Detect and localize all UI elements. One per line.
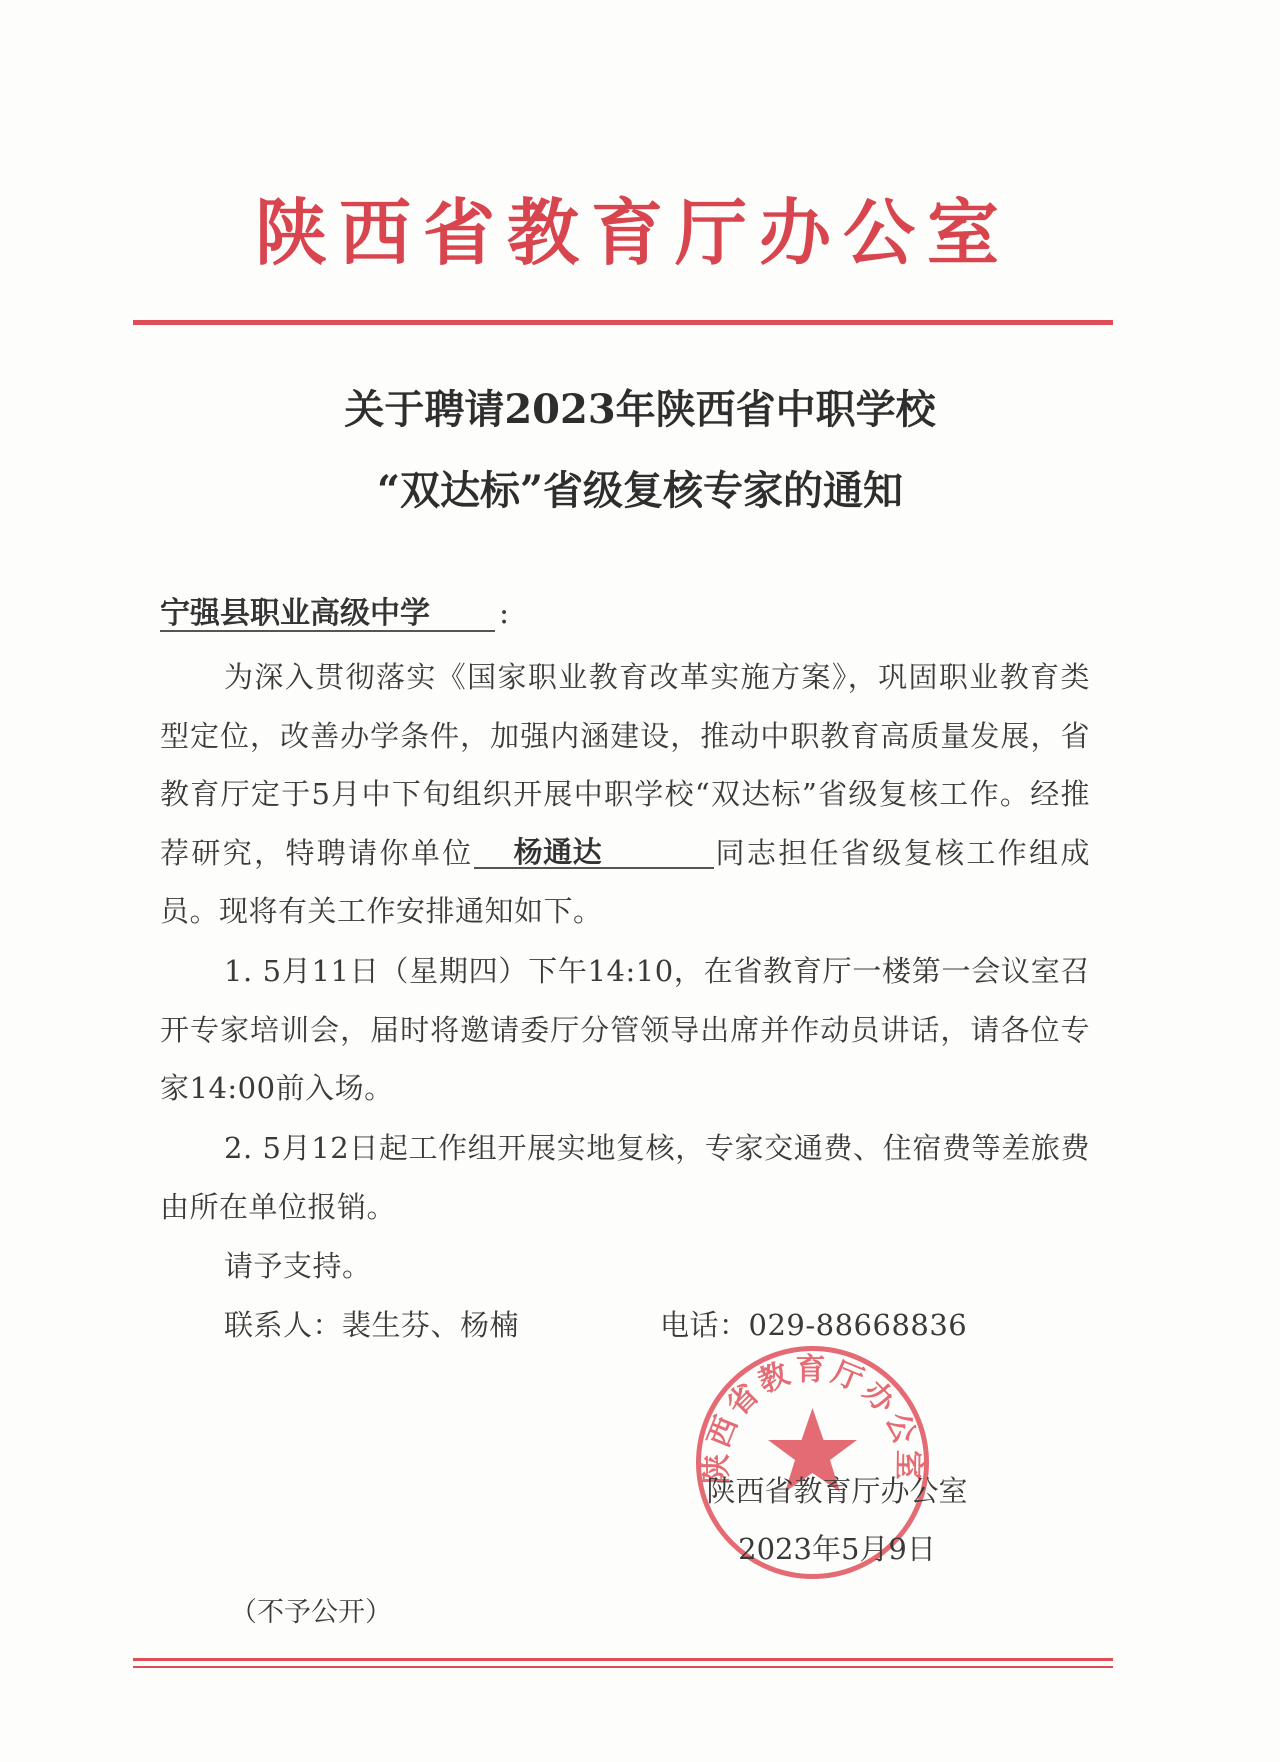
- expert-name: 杨通达: [513, 834, 603, 869]
- arrangement-item-1: 1. 5月11日（星期四）下午14:10，在省教育厅一楼第一会议室召开专家培训会，届时将邀请委厅分管领导出席并作动员讲话，请各位专家14:00前入场。: [160, 954, 1090, 1105]
- disclosure-note: （不予公开）: [230, 1597, 392, 1628]
- recipient-name: 宁强县职业高级中学: [160, 596, 430, 631]
- contact-person: 联系人：裴生芬、杨楠: [224, 1308, 520, 1342]
- contact-phone: 电话：029-88668836: [660, 1308, 968, 1342]
- seal-text: 陕西省教育厅办公室: [699, 1352, 926, 1485]
- closing-remark: 请予支持。: [224, 1249, 372, 1283]
- header-red-rule: [133, 320, 1113, 325]
- expert-name-blank: [474, 827, 714, 869]
- document-title-line-1: 关于聘请2023年陕西省中职学校: [344, 386, 936, 433]
- footer-red-rule-top: [133, 1658, 1113, 1661]
- signature-issuer: 陕西省教育厅办公室: [706, 1474, 968, 1508]
- contact-row: [224, 1296, 1084, 1354]
- document-title-line-2: “双达标”省级复核专家的通知: [376, 467, 903, 514]
- recipient-line: [160, 582, 520, 632]
- body-paragraph-1-text: 为深入贯彻落实《国家职业教育改革实施方案》，巩固职业教育类型定位，改善办学条件，加强内涵建设，推动中职教育高质量发展，省教育厅定于5月中下旬组织开展中职学校“双达标”省级复核工作。经推荐研究，特聘请你单位: [160, 660, 1090, 870]
- body-paragraph-1-end: 同志担任省级复核工作组成员。现将有关工作安排通知如下。: [160, 835, 1090, 928]
- body-paragraph-1: [160, 648, 1090, 941]
- arrangement-item-2: 2. 5月12日起工作组开展实地复核，专家交通费、住宿费等差旅费由所在单位报销。: [160, 1131, 1090, 1224]
- footer-red-rule-bottom: [133, 1666, 1113, 1668]
- recipient-colon: :: [499, 596, 510, 631]
- recipient-blank: [160, 584, 495, 632]
- issue-date: 2023年5月9日: [738, 1532, 936, 1566]
- issuer-header: 陕西省教育厅办公室: [254, 190, 1011, 275]
